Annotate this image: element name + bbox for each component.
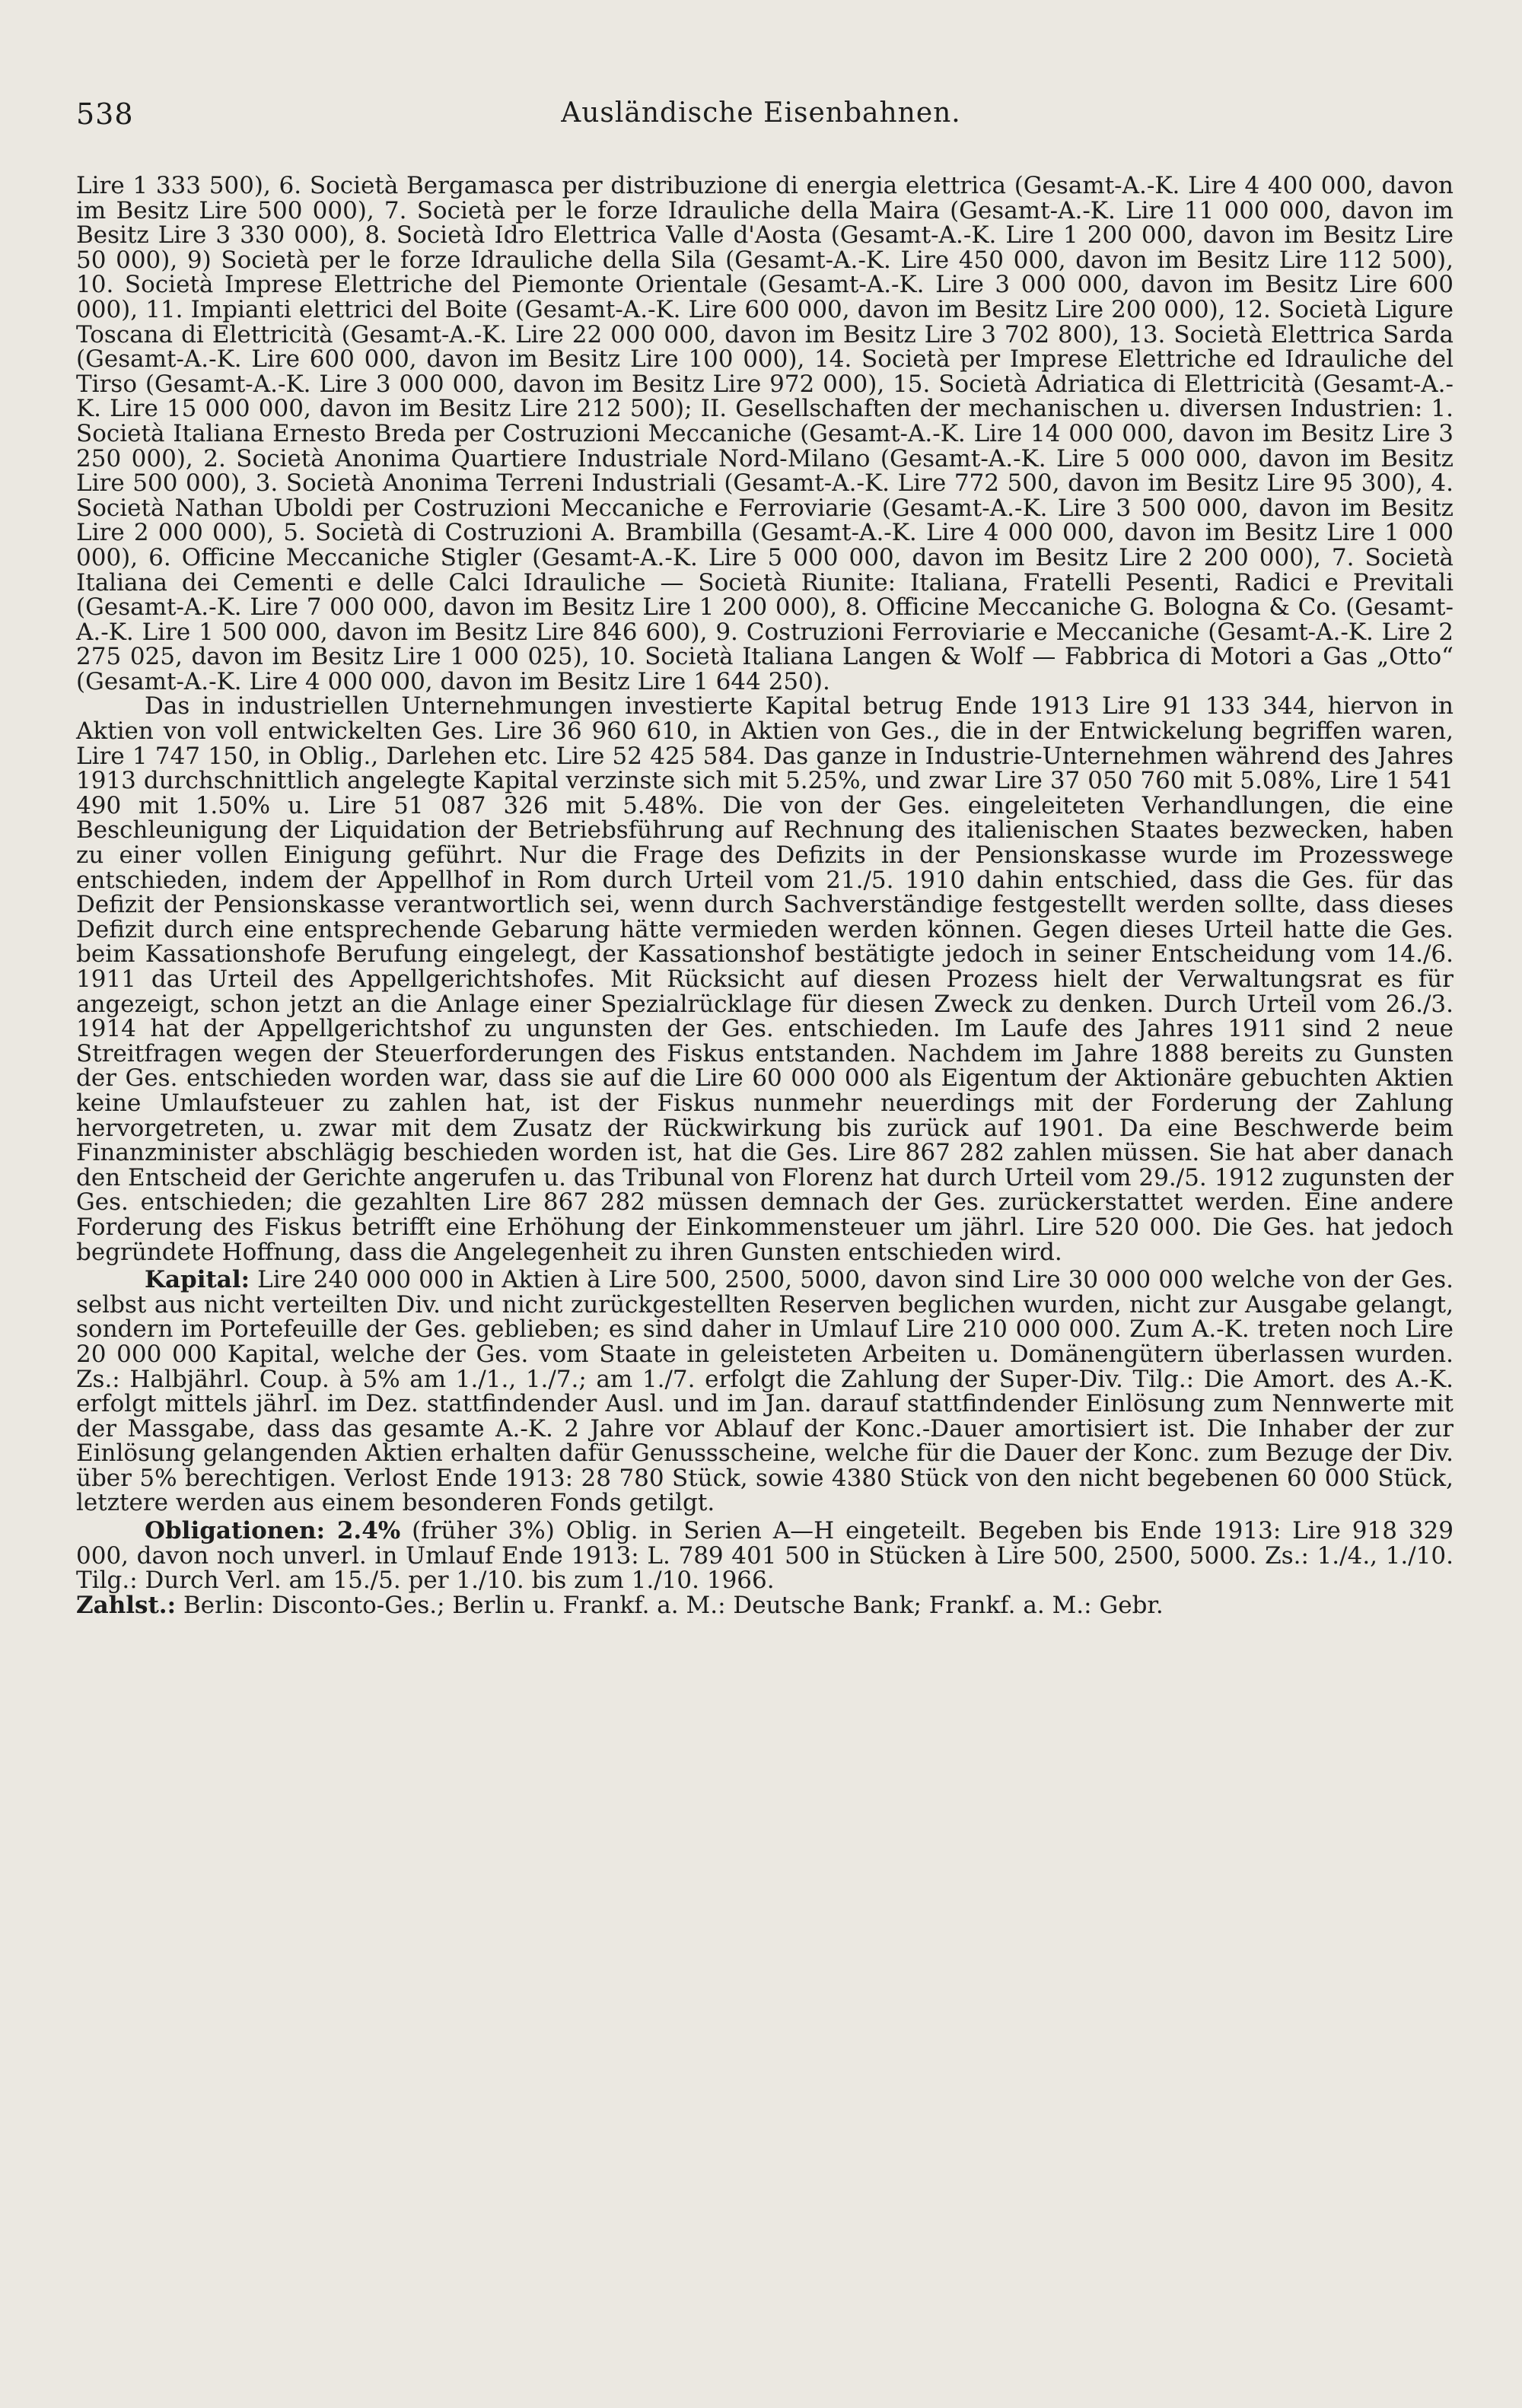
investment-paragraph: Das in industriellen Unternehmungen investierte Kapital betrug Ende 1913 Lire 91 133 344, hiervon in Aktien von voll entwickelten Ges. Lire 36 960 610, in Aktien von Ges., die in der Entwickelung begriffen waren, Lire 1 747 150, in Oblig., Darlehen etc. Lire 52 425 584. Das ganze in Industrie-Unternehmen während des Jahres 1913 durchschnittlich angelegte Kapital verzinste sich mit 5.25%, und zwar Lire 37 050 760 mit 5.08%, Lire 1 541 490 mit 1.50% u. Lire 51 087 326 mit 5.48%. Die von der Ges. eingeleiteten Verhandlungen, die eine Beschleunigung der Liquidation der Betriebsführung auf Rechnung des italienischen Staates bezwecken, haben zu einer vollen Einigung geführt. Nur die Frage des Defizits in der Pensionskasse wurde im Prozesswege entschieden, indem der Appellhof in Rom durch Urteil vom 21./5. 1910 dahin entschied, dass die Ges. für das Defizit der Pensionskasse verantwortlich sei, wenn durch Sachverständige festgestellt werden sollte, dass dieses Defizit durch eine entsprechende Gebarung hätte vermieden werden können. Gegen dieses Urteil hatte die Ges. beim Kassationshofe Berufung eingelegt, der Kassationshof bestätigte jedoch in seiner Entscheidung vom 14./6. 1911 das Urteil des Appellgerichtshofes. Mit Rücksicht auf diesen Prozess hielt der Verwaltungsrat es für angezeigt, schon jetzt an die Anlage einer Spezialrücklage für diesen Zweck zu denken. Durch Urteil vom 26./3. 1914 hat der Appellgerichtshof zu ungunsten der Ges. entschieden. Im Laufe des Jahres 1911 sind 2 neue Streitfragen wegen der Steuerforderungen des Fiskus entstanden. Nachdem im Jahre 1888 bereits zu Gunsten der Ges. entschieden worden war, dass sie auf die Lire 60 000 000 als Eigentum der Aktionäre gebuchten Aktien keine Umlaufsteuer zu zahlen hat, ist der Fiskus nunmehr neuerdings mit der Forderung der Zahlung hervorgetreten, u. zwar mit dem Zusatz der Rückwirkung bis zurück auf 1901. Da eine Beschwerde beim Finanzminister abschlägig beschieden worden ist, hat die Ges. Lire 867 282 zahlen müssen. Sie hat aber danach den Entscheid der Gerichte angerufen u. das Tribunal von Florenz hat durch Urteil vom 29./5. 1912 zugunsten der Ges. entschieden; die gezahlten Lire 867 282 müssen demnach der Ges. zurückerstattet werden. Eine andere Forderung des Fiskus betrifft eine Erhöhung der Einkommensteuer um jährl. Lire 520 000. Die Ges. hat jedoch begründete Hoffnung, dass die Angelegenheit zu ihren Gunsten entschieden wird. [76, 692, 1454, 1266]
zahlst-label: Zahlst.: [76, 1591, 177, 1619]
page-header [76, 97, 1446, 143]
obligationen-text: (früher 3%) Oblig. in Serien A—H eingeteilt. Begeben bis Ende 1913: Lire 918 329 000, davon noch unverl. in Umlauf Ende 1913: L. 789 401 500 in Stücken à Lire 500, 2500, 5000. Zs.: 1./4., 1./10. Tilg.: Durch Verl. am 15./5. per 1./10. bis zum 1./10. 1966. [76, 1517, 1454, 1595]
zahlst-text: Berlin: Disconto-Ges.; Berlin u. Frankf. a. M.: Deutsche Bank; Frankf. a. M.: Gebr. [183, 1591, 1164, 1619]
obligationen-section [76, 1519, 1454, 1593]
running-title: Ausländische Eisenbahnen. [561, 97, 961, 129]
intro-paragraph: Lire 1 333 500), 6. Società Bergamasca per distribuzione di energia elettrica (Gesamt-A.-K. Lire 4 400 000, davon im Besitz Lire 500 000), 7. Società per le forze Idrauliche della Maira (Gesamt-A.-K. Lire 11 000 000, davon im Besitz Lire 3 330 000), 8. Società Idro Elettrica Valle d'Aosta (Gesamt-A.-K. Lire 1 200 000, davon im Besitz Lire 50 000), 9) Società per le forze Idrauliche della Sila (Gesamt-A.-K. Lire 450 000, davon im Besitz Lire 112 500), 10. Società Imprese Elettriche del Piemonte Orientale (Gesamt-A.-K. Lire 3 000 000, davon im Besitz Lire 600 000), 11. Impianti elettrici del Boite (Gesamt-A.-K. Lire 600 000, davon im Besitz Lire 200 000), 12. Società Ligure Toscana di Elettricità (Gesamt-A.-K. Lire 22 000 000, davon im Besitz Lire 3 702 800), 13. Società Elettrica Sarda (Gesamt-A.-K. Lire 600 000, davon im Besitz Lire 100 000), 14. Società per Imprese Elettriche ed Idrauliche del Tirso (Gesamt-A.-K. Lire 3 000 000, davon im Besitz Lire 972 000), 15. Società Adriatica di Elettricità (Gesamt-A.-K. Lire 15 000 000, davon im Besitz Lire 212 500); II. Gesellschaften der mechanischen u. diversen Industrien: 1. Società Italiana Ernesto Breda per Costruzioni Meccaniche (Gesamt-A.-K. Lire 14 000 000, davon im Besitz Lire 3 250 000), 2. Società Anonima Quartiere Industriale Nord-Milano (Gesamt-A.-K. Lire 5 000 000, davon im Besitz Lire 500 000), 3. Società Anonima Terreni Industriali (Gesamt-A.-K. Lire 772 500, davon im Besitz Lire 95 300), 4. Società Nathan Uboldi per Costruzioni Meccaniche e Ferroviarie (Gesamt-A.-K. Lire 3 500 000, davon im Besitz Lire 2 000 000), 5. Società di Costruzioni A. Brambilla (Gesamt-A.-K. Lire 4 000 000, davon im Besitz Lire 1 000 000), 6. Officine Meccaniche Stigler (Gesamt-A.-K. Lire 5 000 000, davon im Besitz Lire 2 200 000), 7. Società Italiana dei Cementi e delle Calci Idrauliche — Società Riunite: Italiana, Fratelli Pesenti, Radici e Previtali (Gesamt-A.-K. Lire 7 000 000, davon im Besitz Lire 1 200 000), 8. Officine Meccaniche G. Bologna & Co. (Gesamt-A.-K. Lire 1 500 000, davon im Besitz Lire 846 600), 9. Costruzioni Ferroviarie e Meccaniche (Gesamt-A.-K. Lire 2 275 025, davon im Besitz Lire 1 000 025), 10. Società Italiana Langen & Wolf — Fabbrica di Motori a Gas „Otto“ (Gesamt-A.-K. Lire 4 000 000, davon im Besitz Lire 1 644 250). [76, 172, 1454, 695]
page-number: 538 [76, 97, 134, 131]
kapital-label: Kapital: [145, 1266, 250, 1294]
zahlst-section [76, 1593, 1454, 1618]
kapital-section [76, 1268, 1454, 1516]
page-body [76, 173, 1454, 1618]
obligationen-label: Obligationen: 2.4% [145, 1517, 401, 1545]
kapital-text: Lire 240 000 000 in Aktien à Lire 500, 2500, 5000, davon sind Lire 30 000 000 welche von der Ges. selbst aus nicht verteilten Div. und nicht zurückgestellten Reserven beglichen wurden, nicht zur Ausgabe gelangt, sondern im Portefeuille der Ges. geblieben; es sind daher in Umlauf Lire 210 000 000. Zum A.-K. treten noch Lire 20 000 000 Kapital, welche der Ges. vom Staate in geleisteten Arbeiten u. Domänengütern überlassen wurden. Zs.: Halbjährl. Coup. à 5% am 1./1., 1./7.; am 1./7. erfolgt die Zahlung der Super-Div. Tilg.: Die Amort. des A.-K. erfolgt mittels jährl. im Dez. stattfindender Ausl. und im Jan. darauf stattfindender Einlösung zum Nennwerte mit der Massgabe, dass das gesamte A.-K. 2 Jahre vor Ablauf der Konc.-Dauer amortisiert ist. Die Inhaber der zur Einlösung gelangenden Aktien erhalten dafür Genussscheine, welche für die Dauer der Konc. zum Bezuge der Div. über 5% berechtigen. Verlost Ende 1913: 28 780 Stück, sowie 4380 Stück von den nicht begebenen 60 000 Stück, letztere werden aus einem besonderen Fonds getilgt. [76, 1266, 1454, 1517]
